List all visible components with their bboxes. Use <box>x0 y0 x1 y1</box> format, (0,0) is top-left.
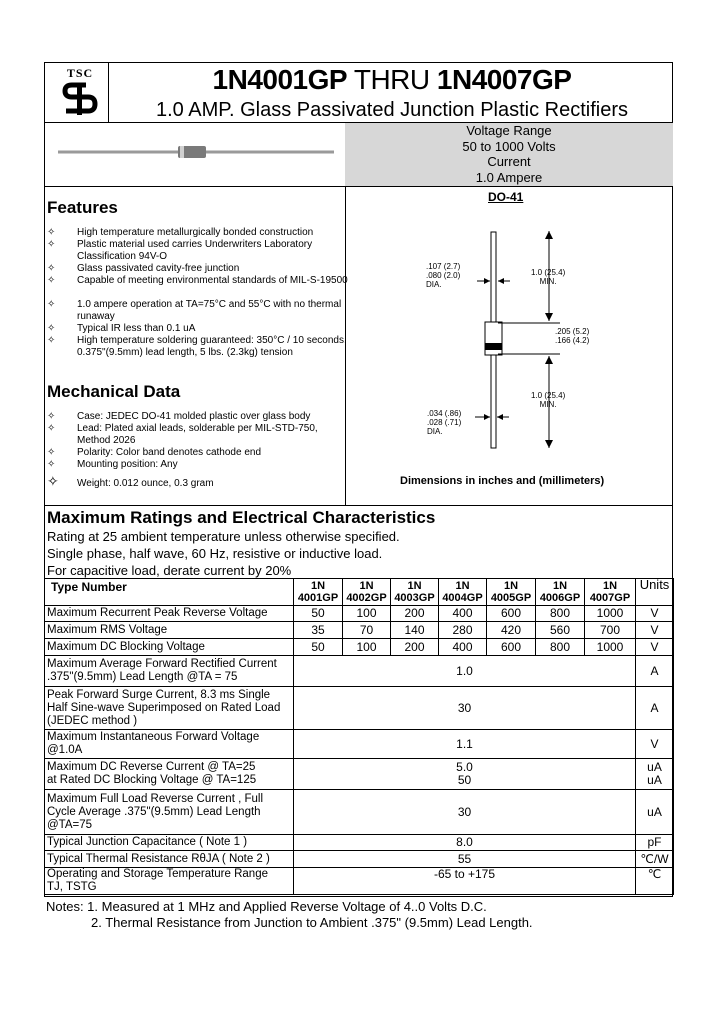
bullet-icon: ✧ <box>47 411 56 422</box>
value-cell: 50 <box>294 606 343 622</box>
unit-cell: pF <box>636 835 674 851</box>
desc-line: Maximum DC Reverse Current @ TA=25 <box>47 761 256 773</box>
part-header <box>536 579 585 606</box>
dimensions-caption: Dimensions in inches and (millimeters) <box>400 475 605 487</box>
param-desc: Maximum RMS Voltage <box>45 622 294 639</box>
table-row <box>45 759 674 790</box>
dim-text: 1.0 (25.4) <box>531 391 566 400</box>
part-header-bottom: 4002GP <box>346 592 387 604</box>
note-2: 2. Thermal Resistance from Junction to Ambient .375" (9.5mm) Lead Length. <box>91 915 533 930</box>
mechanical-item: Mounting position: Any <box>77 459 178 470</box>
desc-line: TJ, TSTG <box>47 881 97 893</box>
part-header-top: 1N <box>602 580 618 592</box>
desc-line: at Rated DC Blocking Voltage @ TA=125 <box>47 774 257 786</box>
dim-text: .080 (2.0) <box>426 271 461 280</box>
dim-text: DIA. <box>427 427 443 436</box>
table-row <box>45 868 674 895</box>
feature-item: High temperature metallurgically bonded construction <box>77 227 314 238</box>
bullet-icon: ✧ <box>47 447 56 458</box>
desc-line: @TA=75 <box>47 818 93 831</box>
note-1: Notes: 1. Measured at 1 MHz and Applied Reverse Voltage of 4..0 Volts D.C. <box>46 899 487 914</box>
param-desc <box>45 656 294 687</box>
feature-item: Glass passivated cavity-free junction <box>77 263 240 274</box>
param-desc <box>45 730 294 759</box>
lead-length-top-label <box>531 268 565 286</box>
feature-item: 1.0 ampere operation at TA=75°C and 55°C with no thermal runaway <box>77 299 342 322</box>
mechanical-list <box>47 411 345 496</box>
table-row <box>45 639 674 656</box>
desc-line: (JEDEC method ) <box>47 714 138 727</box>
desc-line: Maximum Full Load Reverse Current , Full <box>47 792 264 805</box>
param-desc: Typical Thermal Resistance RθJA ( Note 2 ) <box>45 851 294 868</box>
table-row <box>45 730 674 759</box>
part-header-top: 1N <box>455 580 470 592</box>
part-header-bottom: 4007GP <box>589 592 631 604</box>
unit-cell: ℃/W <box>636 851 674 868</box>
logo-mark-icon <box>60 81 100 117</box>
package-label: DO-41 <box>488 190 524 204</box>
value-cell: -65 to +175 <box>294 868 636 895</box>
section-divider <box>44 186 673 187</box>
param-desc: Maximum DC Blocking Voltage <box>45 639 294 656</box>
value-cell: 400 <box>439 606 487 622</box>
desc-line: @1.0A <box>47 744 83 756</box>
bullet-icon: ✧ <box>47 227 56 238</box>
feature-item: Capable of meeting environmental standards of MIL-S-19500 <box>77 275 348 286</box>
param-desc <box>45 759 294 790</box>
table-row <box>45 606 674 622</box>
dim-text: 1.0 (25.4) <box>531 268 566 277</box>
unit-cell: ℃ <box>636 868 674 895</box>
value-cell: 55 <box>294 851 636 868</box>
ratings-divider <box>44 505 673 506</box>
features-heading: Features <box>47 198 118 217</box>
bullet-icon: ✧ <box>47 473 59 489</box>
bullet-icon: ✧ <box>47 263 56 274</box>
voltage-range-box <box>345 123 673 186</box>
desc-line: Peak Forward Surge Current, 8.3 ms Single <box>47 688 271 701</box>
value-cell: 1000 <box>585 606 636 622</box>
feature-item: Typical IR less than 0.1 uA <box>77 323 196 334</box>
mechanical-item: Weight: 0.012 ounce, 0.3 gram <box>77 478 214 489</box>
value-cell: 200 <box>391 639 439 656</box>
unit-cell: V <box>636 622 674 639</box>
desc-line: .375"(9.5mm) Lead Length @TA = 75 <box>47 671 238 683</box>
param-desc: Typical Junction Capacitance ( Note 1 ) <box>45 835 294 851</box>
rating-line-2: Single phase, half wave, 60 Hz, resistive or inductive load. <box>47 546 383 561</box>
unit-cell: V <box>636 730 674 759</box>
voltage-range-value: 50 to 1000 Volts <box>462 138 556 154</box>
desc-line: Maximum Average Forward Rectified Current <box>47 658 277 670</box>
unit-cell: uA <box>636 790 674 835</box>
part-header-bottom: 4004GP <box>442 592 483 604</box>
table-header-row <box>45 579 674 606</box>
bullet-icon: ✧ <box>47 275 56 286</box>
lead-length-bottom-label <box>531 391 565 409</box>
param-desc <box>45 790 294 835</box>
dim-text: MIN. <box>539 277 557 286</box>
value-cell: 560 <box>536 622 585 639</box>
part-header-top: 1N <box>552 580 568 592</box>
bullet-icon: ✧ <box>47 239 56 250</box>
value-cell: 1.1 <box>294 730 636 759</box>
value-cell: 200 <box>391 606 439 622</box>
features-list <box>47 227 348 377</box>
part-header-top: 1N <box>359 580 374 592</box>
part-header-top: 1N <box>503 580 519 592</box>
dim-text: MIN. <box>539 400 557 409</box>
value-cell: 800 <box>536 639 585 656</box>
rating-line-1: Rating at 25 ambient temperature unless otherwise specified. <box>47 529 400 544</box>
part-header-bottom: 4003GP <box>394 592 435 604</box>
part-header <box>294 579 343 606</box>
bullet-icon: ✧ <box>47 335 56 346</box>
part-header <box>439 579 487 606</box>
unit-line: uA <box>647 773 662 787</box>
ratings-table <box>44 578 674 895</box>
current-value: 1.0 Ampere <box>475 169 543 185</box>
do41-outline-drawing <box>345 205 673 470</box>
table-row <box>45 851 674 868</box>
body-length-label <box>555 327 589 345</box>
part-header <box>391 579 439 606</box>
param-desc <box>45 687 294 730</box>
part-header <box>487 579 536 606</box>
mechanical-item: Case: JEDEC DO-41 molded plastic over glass body <box>77 411 311 422</box>
dim-text: .028 (.71) <box>427 418 462 427</box>
value-cell: 280 <box>439 622 487 639</box>
value-cell: 1.0 <box>294 656 636 687</box>
bullet-icon: ✧ <box>47 299 56 310</box>
unit-line: uA <box>647 760 662 774</box>
value-cell: 400 <box>439 639 487 656</box>
rating-conditions <box>47 528 400 579</box>
value-line: 50 <box>457 773 472 787</box>
feature-item: High temperature soldering guaranteed: 350°C / 10 seconds, 0.375"(9.5mm) lead length, 5 lbs. (2.3kg) tension <box>77 335 347 358</box>
part-header-bottom: 4005GP <box>490 592 532 604</box>
param-desc <box>45 868 294 895</box>
voltage-range-label: Voltage Range <box>466 123 552 138</box>
value-cell: 800 <box>536 606 585 622</box>
table-row <box>45 622 674 639</box>
logo-divider <box>108 62 109 122</box>
desc-line: Maximum Instantaneous Forward Voltage <box>47 731 260 743</box>
mechanical-item: Lead: Plated axial leads, solderable per MIL-STD-750, Method 2026 <box>77 423 318 446</box>
notes <box>46 899 533 931</box>
value-cell: 100 <box>343 639 391 656</box>
desc-line: Operating and Storage Temperature Range <box>47 868 268 880</box>
rating-line-3: For capacitive load, derate current by 20% <box>47 563 292 578</box>
value-cell: 420 <box>487 622 536 639</box>
wire-diameter-label <box>427 409 461 436</box>
dim-text: .034 (.86) <box>427 409 462 418</box>
lead-diameter-label <box>426 262 460 289</box>
param-desc: Maximum Recurrent Peak Reverse Voltage <box>45 606 294 622</box>
ratings-heading: Maximum Ratings and Electrical Characteristics <box>47 508 436 527</box>
page-title <box>112 64 672 96</box>
type-number-header: Type Number <box>45 579 294 606</box>
value-cell: 70 <box>343 622 391 639</box>
mechanical-item: Polarity: Color band denotes cathode end <box>77 447 262 458</box>
part-end: 1N4007GP <box>436 64 572 95</box>
part-header-top: 1N <box>407 580 422 592</box>
current-label: Current <box>487 154 531 169</box>
thru-label: THRU <box>353 64 430 95</box>
value-cell: 30 <box>294 790 636 835</box>
desc-line: Cycle Average .375"(9.5mm) Lead Length <box>47 805 261 818</box>
value-cell: 700 <box>585 622 636 639</box>
value-cell: 100 <box>343 606 391 622</box>
value-cell: 600 <box>487 639 536 656</box>
unit-cell: A <box>636 687 674 730</box>
part-header-top: 1N <box>310 580 326 592</box>
part-header <box>585 579 636 606</box>
mechanical-heading: Mechanical Data <box>47 382 181 401</box>
dim-text: .166 (4.2) <box>555 336 590 345</box>
diode-image <box>58 143 334 161</box>
page-subtitle: 1.0 AMP. Glass Passivated Junction Plastic Rectifiers <box>155 99 629 121</box>
value-cell: 1000 <box>585 639 636 656</box>
unit-cell: A <box>636 656 674 687</box>
value-cell: 140 <box>391 622 439 639</box>
value-cell: 35 <box>294 622 343 639</box>
value-cell: 50 <box>294 639 343 656</box>
part-header-bottom: 4001GP <box>297 592 339 604</box>
table-row <box>45 835 674 851</box>
desc-line: Half Sine-wave Superimposed on Rated Load <box>47 701 281 714</box>
logo-text: TSC <box>66 66 94 80</box>
bullet-icon: ✧ <box>47 323 56 334</box>
feature-item: Plastic material used carries Underwriters Laboratory Classification 94V-O <box>77 239 313 262</box>
value-cell: 600 <box>487 606 536 622</box>
table-row <box>45 656 674 687</box>
dim-text: .205 (5.2) <box>555 327 590 336</box>
value-cell: 30 <box>294 687 636 730</box>
part-start: 1N4001GP <box>212 64 347 95</box>
dim-text: DIA. <box>426 280 442 289</box>
part-header-bottom: 4006GP <box>539 592 581 604</box>
unit-cell: V <box>636 606 674 622</box>
part-header <box>343 579 391 606</box>
table-row <box>45 687 674 730</box>
unit-cell: V <box>636 639 674 656</box>
value-line: 5.0 <box>456 760 473 774</box>
tsc-logo <box>55 66 105 122</box>
bullet-icon: ✧ <box>47 459 56 470</box>
unit-cell <box>636 759 674 790</box>
value-cell: 8.0 <box>294 835 636 851</box>
value-cell <box>294 759 636 790</box>
table-row <box>45 790 674 835</box>
units-header: Units <box>636 579 674 606</box>
dim-text: .107 (2.7) <box>426 262 461 271</box>
bullet-icon: ✧ <box>47 423 56 434</box>
